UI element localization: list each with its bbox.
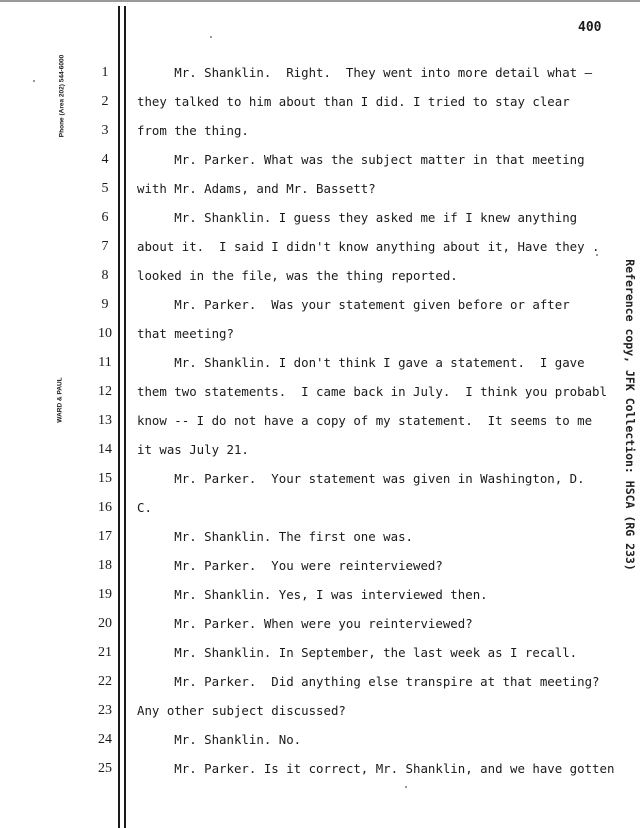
transcript-line: Mr. Parker. What was the subject matter in that meeting bbox=[137, 152, 585, 167]
margin-rule-right bbox=[124, 6, 126, 828]
transcript-line: that meeting? bbox=[137, 326, 234, 341]
transcript-line: Mr. Parker. Your statement was given in Washington, D. bbox=[137, 471, 585, 486]
transcript-line: know -- I do not have a copy of my statement. It seems to me bbox=[137, 413, 593, 428]
scan-speck bbox=[33, 80, 35, 82]
line-number: 6 bbox=[101, 210, 109, 225]
transcript-line: Mr. Parker. Did anything else transpire at that meeting? bbox=[137, 674, 600, 689]
transcript-line: it was July 21. bbox=[137, 442, 249, 457]
line-number: 8 bbox=[101, 268, 109, 283]
page-number: 400 bbox=[578, 20, 602, 35]
line-number: 23 bbox=[98, 703, 112, 718]
transcript-line: about it. I said I didn't know anything about it, Have they . bbox=[137, 239, 600, 254]
transcript-line: them two statements. I came back in July. I think you probabl bbox=[137, 384, 607, 399]
line-number: 12 bbox=[98, 384, 112, 399]
scan-speck bbox=[210, 36, 212, 38]
top-rule bbox=[0, 0, 640, 2]
transcript-line: Mr. Shanklin. I don't think I gave a statement. I gave bbox=[137, 355, 585, 370]
transcript-line: Mr. Shanklin. No. bbox=[137, 732, 302, 747]
line-number: 15 bbox=[98, 471, 112, 486]
archive-stamp: Reference copy, JFK Collection: HSCA (RG 233) bbox=[623, 259, 637, 571]
transcript-line: Mr. Shanklin. I guess they asked me if I knew anything bbox=[137, 210, 578, 225]
line-number: 18 bbox=[98, 558, 112, 573]
line-number: 21 bbox=[98, 645, 112, 660]
line-number: 22 bbox=[98, 674, 112, 689]
line-number: 10 bbox=[98, 326, 112, 341]
line-number: 1 bbox=[101, 65, 109, 80]
margin-firm-label: WARD & PAUL bbox=[56, 377, 64, 423]
line-number: 3 bbox=[101, 123, 109, 138]
line-number: 7 bbox=[101, 239, 109, 254]
transcript-line: Mr. Parker. You were reinterviewed? bbox=[137, 558, 443, 573]
line-number: 20 bbox=[98, 616, 112, 631]
transcript-line: Mr. Parker. Was your statement given before or after bbox=[137, 297, 570, 312]
line-number: 9 bbox=[101, 297, 109, 312]
transcript-line: they talked to him about than I did. I tried to stay clear bbox=[137, 94, 570, 109]
transcript-line: from the thing. bbox=[137, 123, 249, 138]
transcript-line: Mr. Parker. Is it correct, Mr. Shanklin, and we have gotten bbox=[137, 761, 615, 776]
line-number: 11 bbox=[98, 355, 112, 370]
transcript-line: C. bbox=[137, 500, 152, 515]
line-number: 25 bbox=[98, 761, 112, 776]
line-number: 5 bbox=[101, 181, 109, 196]
transcript-line: looked in the file, was the thing reported. bbox=[137, 268, 458, 283]
line-number: 17 bbox=[98, 529, 112, 544]
line-number: 2 bbox=[101, 94, 109, 109]
transcript-line: Any other subject discussed? bbox=[137, 703, 346, 718]
margin-phone-label: Phone (Area 202) 544-6000 bbox=[58, 54, 66, 138]
line-number: 19 bbox=[98, 587, 112, 602]
scan-speck bbox=[596, 254, 598, 256]
line-number: 24 bbox=[98, 732, 112, 747]
transcript-line: with Mr. Adams, and Mr. Bassett? bbox=[137, 181, 376, 196]
line-number: 14 bbox=[98, 442, 112, 457]
scan-speck bbox=[405, 786, 407, 788]
transcript-line: Mr. Shanklin. The first one was. bbox=[137, 529, 414, 544]
line-number: 4 bbox=[101, 152, 109, 167]
transcript-line: Mr. Shanklin. Yes, I was interviewed then. bbox=[137, 587, 488, 602]
transcript-line: Mr. Shanklin. Right. They went into more detail what — bbox=[137, 65, 593, 80]
line-number: 13 bbox=[98, 413, 112, 428]
line-number: 16 bbox=[98, 500, 112, 515]
transcript-line: Mr. Shanklin. In September, the last week as I recall. bbox=[137, 645, 578, 660]
transcript-line: Mr. Parker. When were you reinterviewed? bbox=[137, 616, 473, 631]
